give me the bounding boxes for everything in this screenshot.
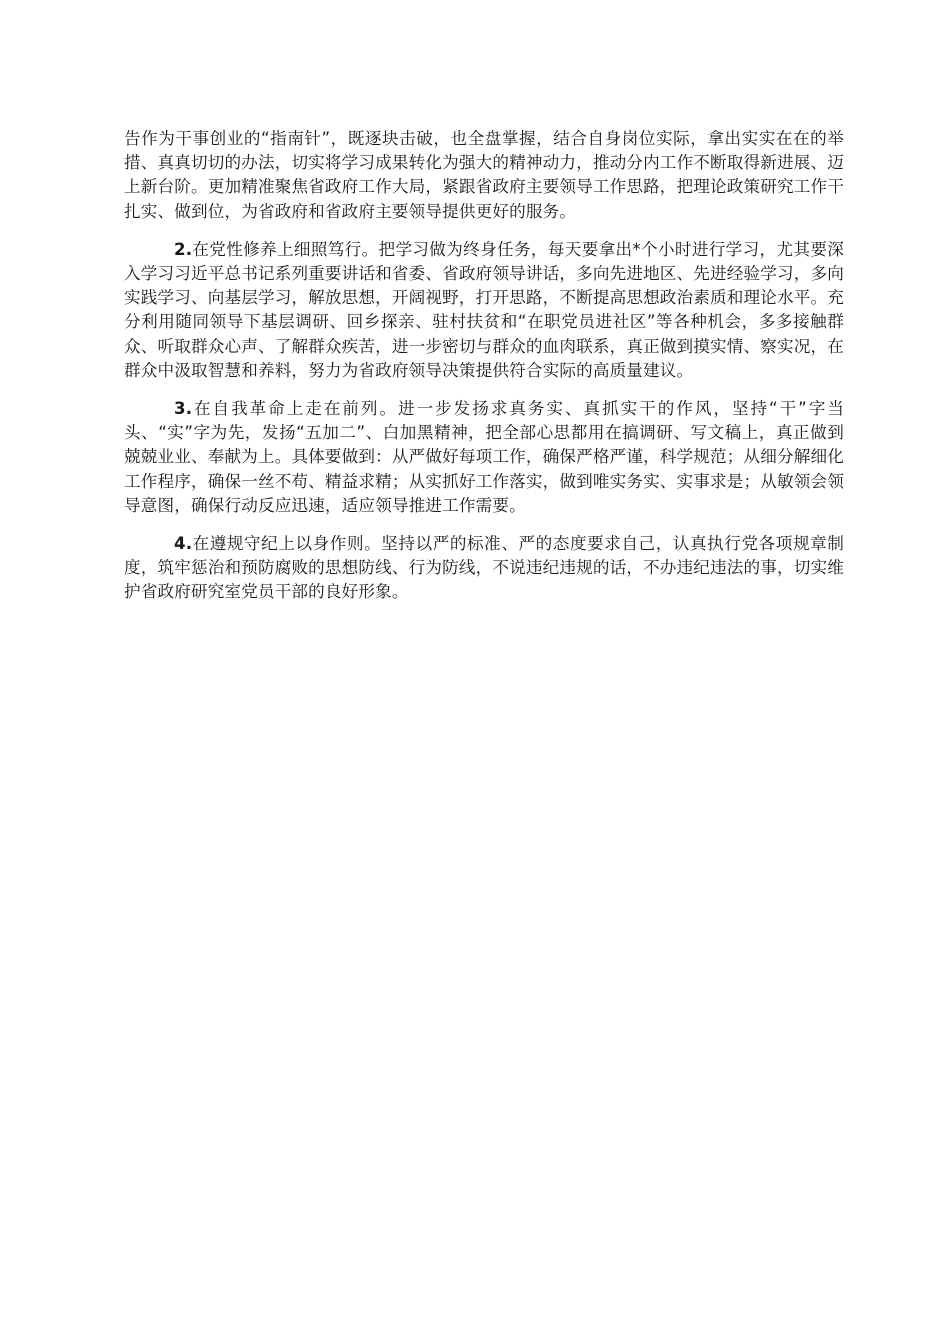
paragraph-continuation xyxy=(124,127,844,224)
paragraph-number: 2. xyxy=(174,239,193,259)
paragraph-number: 3. xyxy=(174,399,193,419)
paragraph-text: 在自我革命上走在前列。进一步发扬求真务实、真抓实干的作风，坚持“干”字当头、“实”字为先，发扬“五加二”、白加黑精神，把全部心思都用在搞调研、写文稿上，真正做到兢兢业业、奉献为上。具体要做到：从严做好每项工作，确保严格严谨，科学规范；从细分解细化工作程序，确保一丝不苟、精益求精；从实抓好工作落实，做到唯实务实、实事求是；从敏领会领导意图，确保行动反应迅速，适应领导推进工作需要。 xyxy=(124,399,844,515)
paragraph-text: 在党性修养上细照笃行。把学习做为终身任务，每天要拿出*个小时进行学习，尤其要深入学习习近平总书记系列重要讲话和省委、省政府领导讲话，多向先进地区、先进经验学习，多向实践学习、向基层学习，解放思想，开阔视野，打开思路，不断提高思想政治素质和理论水平。充分利用随同领导下基层调研、回乡探亲、驻村扶贫和“在职党员进社区”等各种机会，多多接触群众、听取群众心声、了解群众疾苦，进一步密切与群众的血肉联系，真正做到摸实情、察实况，在群众中汲取智慧和养料，努力为省政府领导决策提供符合实际的高质量建议。 xyxy=(124,239,844,380)
paragraph-number: 4. xyxy=(174,534,193,554)
paragraph-text: 在遵规守纪上以身作则。坚持以严的标准、严的态度要求自己，认真执行党各项规章制度，筑牢惩治和预防腐败的思想防线、行为防线，不说违纪违规的话，不办违纪违法的事，切实维护省政府研究室党员干部的良好形象。 xyxy=(124,534,844,602)
document-page xyxy=(124,127,844,619)
paragraph-item-4 xyxy=(124,532,844,605)
paragraph-item-3 xyxy=(124,397,844,518)
paragraph-text: 告作为干事创业的“指南针”，既逐块击破，也全盘掌握，结合自身岗位实际，拿出实实在在的举措、真真切切的办法，切实将学习成果转化为强大的精神动力，推动分内工作不断取得新进展、迈上新台阶。更加精准聚焦省政府工作大局，紧跟省政府主要领导工作思路，把理论政策研究工作干扎实、做到位，为省政府和省政府主要领导提供更好的服务。 xyxy=(124,129,844,221)
paragraph-item-2 xyxy=(124,238,844,383)
